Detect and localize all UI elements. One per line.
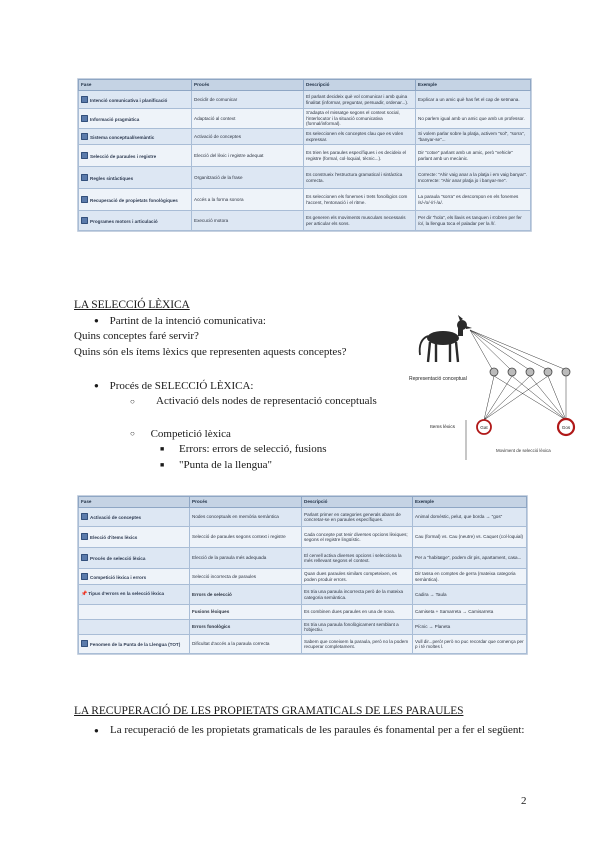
section-title-lexical-selection: LA SELECCIÓ LÈXICA <box>74 299 190 311</box>
cell-text: La paraula "sorra" es descompon en els fonemes /s/-/o/-/r/-/a/. <box>418 194 519 205</box>
table-row <box>79 527 527 548</box>
table-row <box>79 91 531 109</box>
description-cell <box>302 527 413 548</box>
phase-marker-icon <box>81 533 88 540</box>
phase-cell <box>79 585 190 605</box>
cell-text: Correcte: "Ahir vaig anar a la platja i em vaig banyar". Incorrecte: "Ahir anar platja jo i banyar-me". <box>418 172 527 183</box>
sub-bullet-item: ○ Competició lèxica <box>130 428 231 440</box>
process-cell <box>192 145 304 167</box>
table-row <box>79 129 531 145</box>
process-cell <box>190 635 302 654</box>
description-cell <box>302 548 413 569</box>
phase-cell <box>79 620 190 635</box>
description-cell <box>302 605 413 620</box>
description-cell <box>304 109 416 129</box>
table-row <box>79 167 531 189</box>
table-row <box>79 145 531 167</box>
column-header: Exemple <box>413 497 527 508</box>
column-header: Descripció <box>304 80 416 91</box>
cell-text: Es tria una paraula incorrecta però de la mateixa categoria semàntica. <box>304 589 404 600</box>
phase-cell <box>79 605 190 620</box>
cell-text: Elecció de la paraula més adequada <box>192 555 267 561</box>
example-cell <box>416 129 531 145</box>
cell-text: Procés de selecció lèxica <box>90 556 146 562</box>
production-phases-table <box>78 79 531 231</box>
page-number: 2 <box>521 795 527 807</box>
table-row <box>79 605 527 620</box>
activation-arrows <box>470 330 566 420</box>
question-line: Quins conceptes faré servir? <box>74 330 199 342</box>
cell-text: Adaptació al context <box>194 115 236 121</box>
table-row <box>79 211 531 231</box>
example-cell <box>413 569 527 585</box>
process-cell <box>190 569 302 585</box>
example-cell <box>416 109 531 129</box>
cell-text: Selecció de paraules i registre <box>90 153 157 159</box>
table-row <box>79 585 527 605</box>
bullet-dot-icon: ● <box>94 381 99 390</box>
concept-node <box>526 368 534 376</box>
phase-marker-icon <box>81 115 88 122</box>
process-cell <box>192 211 304 231</box>
example-cell <box>413 527 527 548</box>
cell-text: Per a "habitatge", podem dir pis, apartament, casa... <box>415 555 522 561</box>
description-cell <box>304 129 416 145</box>
bullet-item: ● Procés de SELECCIÓ LÈXICA: <box>94 380 254 392</box>
phase-marker-icon <box>81 133 88 140</box>
concept-nodes <box>490 368 570 376</box>
description-cell <box>302 620 413 635</box>
concept-label: Representació conceptual <box>409 376 467 382</box>
cell-text: Sabem que coneixem la paraula, però no la podem recuperar completament. <box>304 638 409 649</box>
cell-text: Nodes conceptuals en memòria semàntica <box>192 514 279 520</box>
cell-text: No parlem igual amb un amic que amb un professor. <box>418 115 525 121</box>
process-cell <box>190 527 302 548</box>
sub-sub-bullet-item: ■ "Punta de la llengua" <box>160 459 272 471</box>
phase-cell <box>79 635 190 654</box>
description-cell <box>302 635 413 654</box>
cell-text: Es trien les paraules específiques i es decideix el registre (formal, col·loquial, tècnic...). <box>306 150 407 161</box>
bullet-item <box>94 723 99 739</box>
svg-text:Gat: Gat <box>480 425 488 430</box>
column-header: Exemple <box>416 80 531 91</box>
lexicon-label: Items lèxics <box>430 425 456 430</box>
cell-text: Informació pragmàtica <box>90 116 140 122</box>
table-header-row <box>79 497 527 508</box>
cell-text: Es generen els moviments musculars necessaris per articular els sons. <box>306 215 406 226</box>
lexical-selection-diagram <box>408 300 598 460</box>
phase-marker-icon <box>81 96 88 103</box>
square-bullet-icon: ■ <box>160 461 165 469</box>
cell-text: Es combinen dues paraules en una de nova. <box>304 609 395 615</box>
phase-marker-icon <box>81 513 88 520</box>
process-cell <box>190 585 302 605</box>
phase-cell <box>79 569 190 585</box>
question-line: Quins són els ítems lèxics que representen aquests conceptes? <box>74 346 347 358</box>
phase-marker-icon <box>81 573 88 580</box>
cell-text: Camiseta + Samarreta → Camisarreta <box>415 609 494 615</box>
concept-node <box>508 368 516 376</box>
example-cell <box>416 145 531 167</box>
phase-cell <box>79 211 192 231</box>
bullet-dot-icon: ● <box>94 316 99 325</box>
description-cell <box>302 585 413 605</box>
cell-text: Tipus d'errors en la selecció lèxica <box>88 591 165 597</box>
cell-text: Cadira → Taula <box>415 591 447 597</box>
table-row <box>79 189 531 211</box>
column-header: Fase <box>79 80 192 91</box>
example-cell <box>413 585 527 605</box>
concept-node <box>490 368 498 376</box>
concept-node <box>544 368 552 376</box>
cell-text: Competició lèxica i errors <box>90 574 147 580</box>
section-title-grammatical-properties: LA RECUPERACIÓ DE LES PROPIETATS GRAMATICALS DE LES PARAULES <box>74 705 464 717</box>
cell-text: Si volem parlar sobre la platja, activem "sol", "sorra", "banyar-se"... <box>418 131 525 142</box>
process-cell <box>190 548 302 569</box>
example-cell <box>413 508 527 527</box>
hollow-circle-icon: ○ <box>130 397 135 406</box>
cell-text: Accés a la forma sonora <box>194 196 244 202</box>
process-cell <box>192 167 304 189</box>
cell-text: Pícnic → Planeta <box>415 624 451 630</box>
cell-text: Vull dir...però! però no puc recordar que comença per p i té moltes l. <box>415 638 524 649</box>
bullet-text: La recuperació de les propietats gramaticals de les paraules és fonamental per a fer el següent: <box>110 724 525 736</box>
cell-text: Programes motors i articulació <box>90 218 158 224</box>
dog-illustration-icon <box>420 315 472 362</box>
cell-text: El cervell activa diverses opcions i selecciona la més rellevant segons el context. <box>304 552 402 563</box>
example-cell <box>416 211 531 231</box>
cell-text: Dir tassa en comptes de gerra (mateixa categoria semàntica). <box>415 571 516 582</box>
cell-text: Fusions lèxiques <box>192 609 230 615</box>
table-row <box>79 508 527 527</box>
sub-bullet-item: ○ Activació dels nodes de representació conceptuals <box>130 395 377 407</box>
phase-cell <box>79 91 192 109</box>
cell-text: Dir "cotxe" parlant amb un amic, però "vehicle" parlant amb un mecànic. <box>418 150 513 161</box>
phase-cell <box>79 109 192 129</box>
pin-icon: 📌 <box>81 591 88 598</box>
cell-text: Elecció d'items lèxics <box>90 535 138 541</box>
cell-text: Es tria una paraula fonològicament semblant a l'objectiu. <box>304 621 399 632</box>
phase-marker-icon <box>81 217 88 224</box>
lexical-selection-table <box>78 496 527 654</box>
phase-cell <box>79 145 192 167</box>
table-row <box>79 620 527 635</box>
cell-text: Explicar a un amic què has fet el cap de setmana. <box>418 96 520 102</box>
column-header: Fase <box>79 497 190 508</box>
cell-text: Quan dues paraules similars competeixen, es poden produir errors. <box>304 571 397 582</box>
process-cell <box>192 129 304 145</box>
cell-text: Regles sintàctiques <box>90 175 134 181</box>
table-row <box>79 548 527 569</box>
word-node-gat <box>477 420 491 434</box>
description-cell <box>304 189 416 211</box>
word-node-gos <box>558 419 574 435</box>
hollow-circle-icon: ○ <box>130 429 135 438</box>
cell-text: Per dir "hola", els llavis es tanquen i s'obren per fer /o/, la llengua toca el paladar per la /l/. <box>418 215 522 226</box>
cell-text: Cau (formal) vs. Cau (neutre) vs. Caquet (col·loquial) <box>415 534 523 540</box>
cell-text: Fenomen de la Punta de la Llengua (TOT) <box>90 642 181 648</box>
phase-marker-icon <box>81 152 88 159</box>
description-cell <box>302 508 413 527</box>
phase-marker-icon <box>81 196 88 203</box>
table-header-row <box>79 80 531 91</box>
cell-text: Recuperació de propietats fonològiques <box>90 197 178 203</box>
concept-node <box>562 368 570 376</box>
bullet-item: ● Partint de la intenció comunicativa: <box>94 315 266 327</box>
example-cell <box>413 548 527 569</box>
phase-cell <box>79 167 192 189</box>
cell-text: Es construeix l'estructura gramatical i sintàctica correcta. <box>306 172 403 183</box>
phase-cell <box>79 189 192 211</box>
table-row <box>79 569 527 585</box>
cell-text: El parlant decideix què vol comunicar i amb quina finalitat (informar, preguntar, persuadir, ordenar...). <box>306 94 409 105</box>
svg-text:Gos: Gos <box>561 425 571 430</box>
column-header: Descripció <box>302 497 413 508</box>
table-row <box>79 109 531 129</box>
cell-text: Es seleccionen els fonemes i trets fonològics com l'accent, l'entonació i el ritme. <box>306 194 408 205</box>
cell-text: Elecció del lèxic i registre adequat <box>194 152 264 158</box>
example-cell <box>413 605 527 620</box>
cell-text: Organització de la frase <box>194 174 243 180</box>
cell-text: Sistema conceptual/semàntic <box>90 134 155 140</box>
process-cell <box>190 620 302 635</box>
description-cell <box>304 145 416 167</box>
cell-text: Animal domèstic, pelut, que borda → "gos" <box>415 514 503 520</box>
cell-text: Intenció comunicativa i planificació <box>90 97 168 103</box>
cell-text: Decidir de comunicar <box>194 96 238 102</box>
sub-sub-bullet-item: ■ Errors: errors de selecció, fusions <box>160 443 327 455</box>
diagram-caption: Moviment de selecció lèxica <box>496 448 551 453</box>
cell-text: Selecció incorrecta de paraules <box>192 573 257 579</box>
example-cell <box>416 189 531 211</box>
description-cell <box>304 211 416 231</box>
phase-marker-icon <box>81 554 88 561</box>
example-cell <box>416 91 531 109</box>
table-row <box>79 635 527 654</box>
process-cell <box>190 605 302 620</box>
process-cell <box>192 91 304 109</box>
cell-text: Errors fonològics <box>192 624 231 630</box>
process-cell <box>192 109 304 129</box>
cell-text: Activació de conceptes <box>90 515 142 521</box>
cell-text: Execució motora <box>194 217 229 223</box>
cell-text: Es seleccionen els conceptes clau que es volen expressar. <box>306 131 404 142</box>
cell-text: Errors de selecció <box>192 591 232 597</box>
description-cell <box>302 569 413 585</box>
phase-cell <box>79 129 192 145</box>
column-header: Procés <box>192 80 304 91</box>
cell-text: Dificultat d'accés a la paraula correcta <box>192 641 270 647</box>
process-cell <box>190 508 302 527</box>
phase-cell <box>79 548 190 569</box>
process-cell <box>192 189 304 211</box>
description-cell <box>304 167 416 189</box>
example-cell <box>413 620 527 635</box>
column-header: Procés <box>190 497 302 508</box>
phase-marker-icon <box>81 174 88 181</box>
cell-text: Cada concepte pot tenir diverses opcions lèxiques; segons el registre lingüístic. <box>304 531 408 542</box>
phase-cell <box>79 508 190 527</box>
square-bullet-icon: ■ <box>160 445 165 453</box>
cell-text: S'adapta el missatge segons el context social, l'interlocutor i la situació comunicativa (formal/informal). <box>306 110 400 127</box>
phase-marker-icon <box>81 640 88 647</box>
phase-cell <box>79 527 190 548</box>
example-cell <box>416 167 531 189</box>
cell-text: Activació de conceptes <box>194 133 241 139</box>
description-cell <box>304 91 416 109</box>
example-cell <box>413 635 527 654</box>
cell-text: Selecció de paraules segons context i registre <box>192 534 286 540</box>
bullet-dot-icon: ● <box>94 726 99 735</box>
cell-text: Parlant primer en categories generals abans de concretar-se en paraules específiques. <box>304 511 401 522</box>
